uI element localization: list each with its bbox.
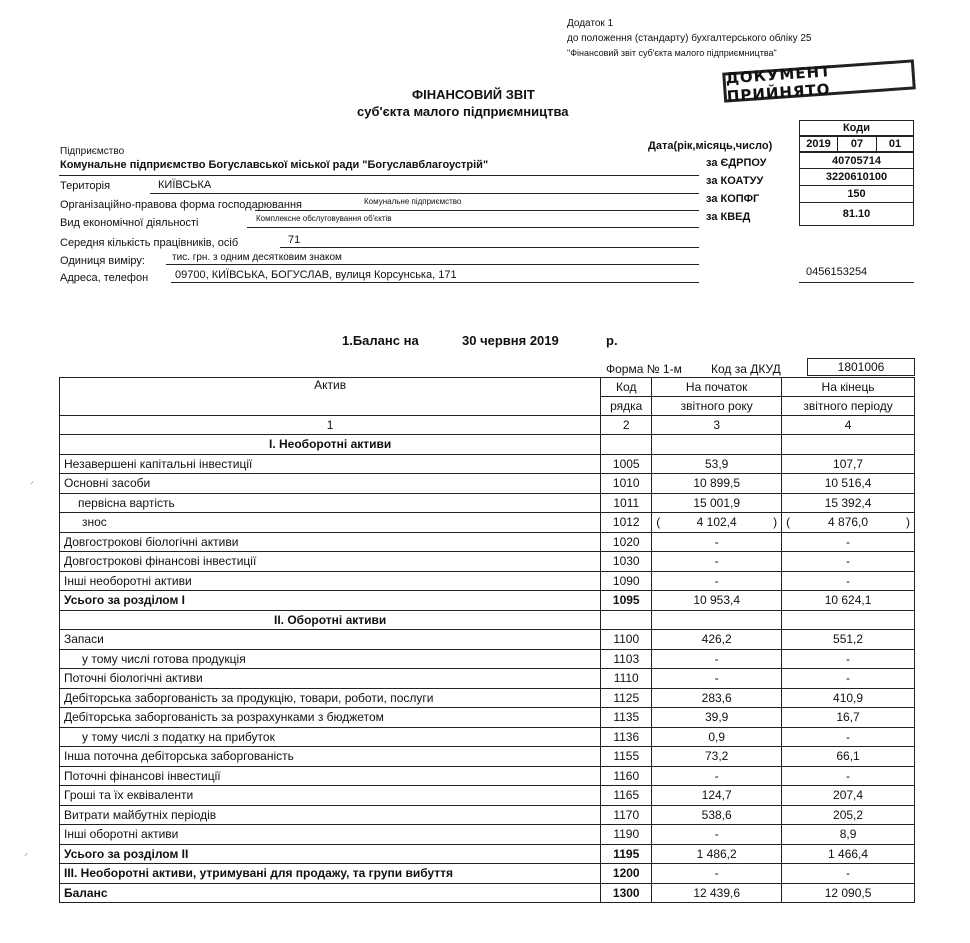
kved-label: за КВЕД — [706, 211, 751, 223]
row-label: Поточні фінансові інвестиції — [60, 766, 601, 786]
row-start: 10 899,5 — [652, 474, 782, 494]
row-label: первісна вартість — [60, 493, 601, 513]
activity-value: Комплексне обслуговування об'єктів — [256, 214, 392, 223]
header-start-2: звітного року — [652, 397, 782, 416]
row-label: Запаси — [60, 630, 601, 650]
table-row — [60, 786, 915, 806]
row-label: у тому числі з податку на прибуток — [60, 727, 601, 747]
row-label: III. Необоротні активи, утримувані для продажу, та групи вибуття — [60, 864, 601, 884]
header-code-1: Код — [601, 378, 652, 397]
row-code: 1103 — [601, 649, 652, 669]
row-end: - — [782, 727, 915, 747]
row-code: 1170 — [601, 805, 652, 825]
row-end: 1 466,4 — [782, 844, 915, 864]
row-start: - — [652, 552, 782, 572]
row-end: 4 876,0 — [828, 515, 869, 530]
row-start: - — [652, 766, 782, 786]
org-form-value: Комунальне підприємство — [364, 197, 462, 206]
enterprise-label: Підприємство — [60, 146, 125, 157]
row-label: Незавершені капітальні інвестиції — [60, 454, 601, 474]
row-end: 16,7 — [782, 708, 915, 728]
row-start: 4 102,4 — [696, 515, 737, 530]
row-label: Інші оборотні активи — [60, 825, 601, 845]
row-end: 205,2 — [782, 805, 915, 825]
row-start: 73,2 — [652, 747, 782, 767]
row-code: 1005 — [601, 454, 652, 474]
address-value: 09700, КИЇВСЬКА, БОГУСЛАВ, вулиця Корсунська, 171 — [175, 269, 457, 281]
row-end-cell: ( 4 876,0 ) — [782, 513, 915, 533]
table-row — [60, 649, 915, 669]
phone-value: 0456153254 — [806, 266, 868, 278]
row-code: 1300 — [601, 883, 652, 903]
dkud-label: Код за ДКУД — [711, 362, 781, 376]
edrpou-code: 40705714 — [799, 152, 914, 169]
row-label: Дебіторська заборгованість за продукцію, товари, роботи, послуги — [60, 688, 601, 708]
row-end: 12 090,5 — [782, 883, 915, 903]
header-code-2: рядка — [601, 397, 652, 416]
row-start: - — [652, 571, 782, 591]
row-code: 1090 — [601, 571, 652, 591]
kopfg-label: за КОПФГ — [706, 193, 760, 205]
activity-label: Вид економічної діяльності — [60, 217, 199, 229]
row-label: Дебіторська заборгованість за розрахунками з бюджетом — [60, 708, 601, 728]
row-code: 1012 — [601, 513, 652, 533]
form-label: Форма № 1-м — [606, 362, 682, 376]
unit-label: Одиниця виміру: — [60, 255, 145, 267]
table-row — [60, 454, 915, 474]
report-title: ФІНАНСОВИЙ ЗВІТ — [412, 87, 535, 102]
row-start: - — [652, 532, 782, 552]
address-label: Адреса, телефон — [60, 272, 149, 284]
row-end: 15 392,4 — [782, 493, 915, 513]
table-row — [60, 474, 915, 494]
table-row — [60, 610, 915, 630]
row-code: 1190 — [601, 825, 652, 845]
row-code: 1010 — [601, 474, 652, 494]
org-form-label: Організаційно-правова форма господарювання — [60, 199, 302, 211]
table-row — [60, 591, 915, 611]
row-label: знос — [60, 513, 601, 533]
territory-label: Територія — [60, 180, 111, 192]
table-row — [60, 669, 915, 689]
row-end: - — [782, 649, 915, 669]
table-row — [60, 532, 915, 552]
row-start: 12 439,6 — [652, 883, 782, 903]
row-code: 1200 — [601, 864, 652, 884]
scan-speck: ᐟ — [24, 852, 29, 863]
header-end-1: На кінець — [782, 378, 915, 397]
row-label: Витрати майбутніх періодів — [60, 805, 601, 825]
row-start: 538,6 — [652, 805, 782, 825]
row-end: 207,4 — [782, 786, 915, 806]
table-row — [60, 513, 915, 533]
row-start: - — [652, 825, 782, 845]
row-code: 1030 — [601, 552, 652, 572]
row-end: 410,9 — [782, 688, 915, 708]
edrpou-label: за ЄДРПОУ — [706, 157, 767, 169]
row-end: 107,7 — [782, 454, 915, 474]
header-end-2: звітного періоду — [782, 397, 915, 416]
row-start: 53,9 — [652, 454, 782, 474]
row-label: Інша поточна дебіторська заборгованість — [60, 747, 601, 767]
koatuu-label: за КОАТУУ — [706, 175, 764, 187]
row-label: у тому числі готова продукція — [60, 649, 601, 669]
row-end: - — [782, 552, 915, 572]
row-end: - — [782, 571, 915, 591]
appendix-line-1: Додаток 1 — [567, 18, 614, 29]
row-start: 0,9 — [652, 727, 782, 747]
table-row — [60, 571, 915, 591]
table-row — [60, 435, 915, 455]
row-start: - — [652, 649, 782, 669]
table-row — [60, 630, 915, 650]
header-start-1: На початок — [652, 378, 782, 397]
table-row — [60, 844, 915, 864]
scan-speck: ᐟ — [30, 480, 35, 491]
row-end: - — [782, 532, 915, 552]
month-code: 07 — [837, 136, 877, 152]
row-code: 1165 — [601, 786, 652, 806]
row-start: 426,2 — [652, 630, 782, 650]
row-code: 1020 — [601, 532, 652, 552]
row-code: 1100 — [601, 630, 652, 650]
row-label: Інші необоротні активи — [60, 571, 601, 591]
section-2-title: II. Оборотні активи — [60, 610, 601, 630]
year-code: 2019 — [799, 136, 838, 152]
row-start: 1 486,2 — [652, 844, 782, 864]
row-label: Гроші та їх еквіваленти — [60, 786, 601, 806]
codes-header: Коди — [799, 120, 914, 136]
table-row — [60, 727, 915, 747]
appendix-line-3: "Фінансовий звіт суб'єкта малого підприємництва" — [567, 48, 777, 58]
row-label: Баланс — [60, 883, 601, 903]
staff-value: 71 — [288, 234, 301, 246]
row-start-cell: ( 4 102,4 ) — [652, 513, 782, 533]
row-code: 1160 — [601, 766, 652, 786]
colnum-2: 2 — [601, 416, 652, 435]
row-end: 551,2 — [782, 630, 915, 650]
table-row — [60, 708, 915, 728]
dkud-code: 1801006 — [807, 358, 915, 376]
row-code: 1110 — [601, 669, 652, 689]
table-row — [60, 747, 915, 767]
section-1-title: I. Необоротні активи — [60, 435, 601, 455]
balance-table — [59, 377, 915, 903]
row-code: 1095 — [601, 591, 652, 611]
row-code: 1195 — [601, 844, 652, 864]
table-row — [60, 864, 915, 884]
row-end: 10 516,4 — [782, 474, 915, 494]
row-end: - — [782, 864, 915, 884]
kved-code: 81.10 — [799, 202, 914, 226]
row-label: Основні засоби — [60, 474, 601, 494]
table-row — [60, 883, 915, 903]
row-code: 1155 — [601, 747, 652, 767]
table-row — [60, 766, 915, 786]
row-end: 66,1 — [782, 747, 915, 767]
table-row — [60, 825, 915, 845]
day-code: 01 — [876, 136, 914, 152]
row-start: 283,6 — [652, 688, 782, 708]
row-code: 1125 — [601, 688, 652, 708]
balance-date: 30 червня 2019 — [462, 333, 559, 348]
date-label: Дата(рік,місяць,число) — [648, 140, 773, 152]
row-start: 124,7 — [652, 786, 782, 806]
row-end: - — [782, 669, 915, 689]
colnum-3: 3 — [652, 416, 782, 435]
header-asset: Актив — [60, 378, 601, 416]
balance-year-suffix: р. — [606, 333, 618, 348]
colnum-4: 4 — [782, 416, 915, 435]
row-end: 10 624,1 — [782, 591, 915, 611]
colnum-1: 1 — [60, 416, 601, 435]
row-label: Усього за розділом I — [60, 591, 601, 611]
table-row — [60, 805, 915, 825]
table-row — [60, 493, 915, 513]
row-code: 1135 — [601, 708, 652, 728]
staff-label: Середня кількість працівників, осіб — [60, 237, 239, 249]
enterprise-name: Комунальне підприємство Богуславської міської ради "Богуславблагоустрій" — [60, 159, 489, 171]
row-start: 39,9 — [652, 708, 782, 728]
row-start: 15 001,9 — [652, 493, 782, 513]
appendix-line-2: до положення (стандарту) бухгалтерського обліку 25 — [567, 33, 812, 44]
row-code: 1136 — [601, 727, 652, 747]
row-end: - — [782, 766, 915, 786]
row-start: - — [652, 864, 782, 884]
territory-value: КИЇВСЬКА — [158, 179, 212, 191]
report-subtitle: суб'єкта малого підприємництва — [357, 104, 569, 119]
unit-value: тис. грн. з одним десятковим знаком — [172, 252, 342, 263]
row-label: Довгострокові фінансові інвестиції — [60, 552, 601, 572]
accepted-stamp: ДОКУМЕНТ ПРИЙНЯТО — [722, 59, 916, 102]
table-row — [60, 688, 915, 708]
row-code: 1011 — [601, 493, 652, 513]
kopfg-code: 150 — [799, 185, 914, 203]
row-start: 10 953,4 — [652, 591, 782, 611]
row-start: - — [652, 669, 782, 689]
row-end: 8,9 — [782, 825, 915, 845]
table-row — [60, 552, 915, 572]
koatuu-code: 3220610100 — [799, 168, 914, 186]
balance-title: 1.Баланс на — [342, 333, 419, 348]
row-label: Довгострокові біологічні активи — [60, 532, 601, 552]
row-label: Усього за розділом II — [60, 844, 601, 864]
row-label: Поточні біологічні активи — [60, 669, 601, 689]
